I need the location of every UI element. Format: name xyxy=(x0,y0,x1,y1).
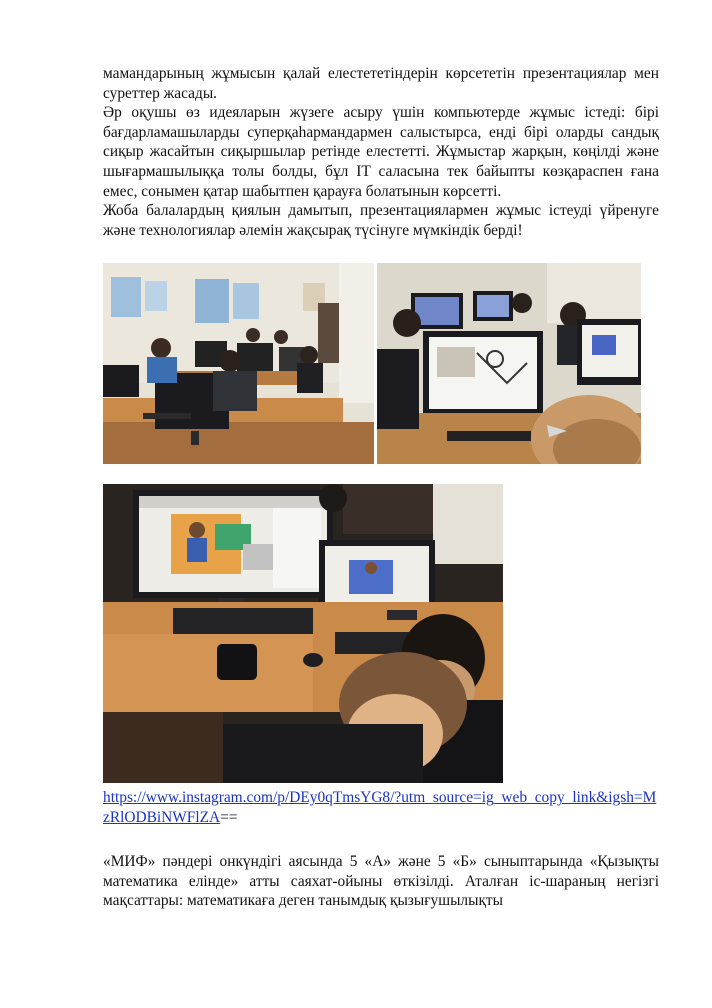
classroom-photo-3 xyxy=(103,484,503,783)
paragraph-2: Әр оқушы өз идеяларын жүзеге асыру үшін компьютерде жұмыс істеді: бірі бағдарламашыларды суперқаһармандармен салыстырса, енді бірі оларды сандық сиқыр жасайтын сиқыршылар ретінде елестетті. Жұмыстар жарқын, көңілді және шығармашылыққа толы болды, бұл IT саласына тек байыпты көзқараспен ғана емес, сонымен қатар шабытпен қарауға болатынын көрсетті. xyxy=(103,104,659,200)
paragraph-3: Жоба балалардың қиялын дамытып, презентациялармен жұмыс істеуді үйренуге және технологиялар әлемін жақсырақ түсінуге мүмкіндік берді! xyxy=(103,202,659,239)
intro-paragraphs xyxy=(103,64,659,240)
link-suffix: == xyxy=(220,808,238,826)
instagram-link-line xyxy=(103,788,663,827)
classroom-photo-1 xyxy=(103,263,374,464)
tail-paragraph: «МИФ» пәндері онкүндігі аясында 5 «А» және 5 «Б» сыныптарында «Қызықты математика елінде» атты саяхат-ойыны өткізілді. Аталған іс-шараның негізгі мақсаттары: математикаға деген танымдық қызығушылықты xyxy=(103,853,659,910)
classroom-photo-2 xyxy=(377,263,641,464)
instagram-link[interactable]: https://www.instagram.com/p/DEy0qTmsYG8/?utm_source=ig_web_copy_link&igsh=MzRlODBiNWFlZA xyxy=(103,789,657,826)
paragraph-1: мамандарының жұмысын қалай елестететіндерін көрсететін презентациялар мен суреттер жасады. xyxy=(103,65,659,102)
